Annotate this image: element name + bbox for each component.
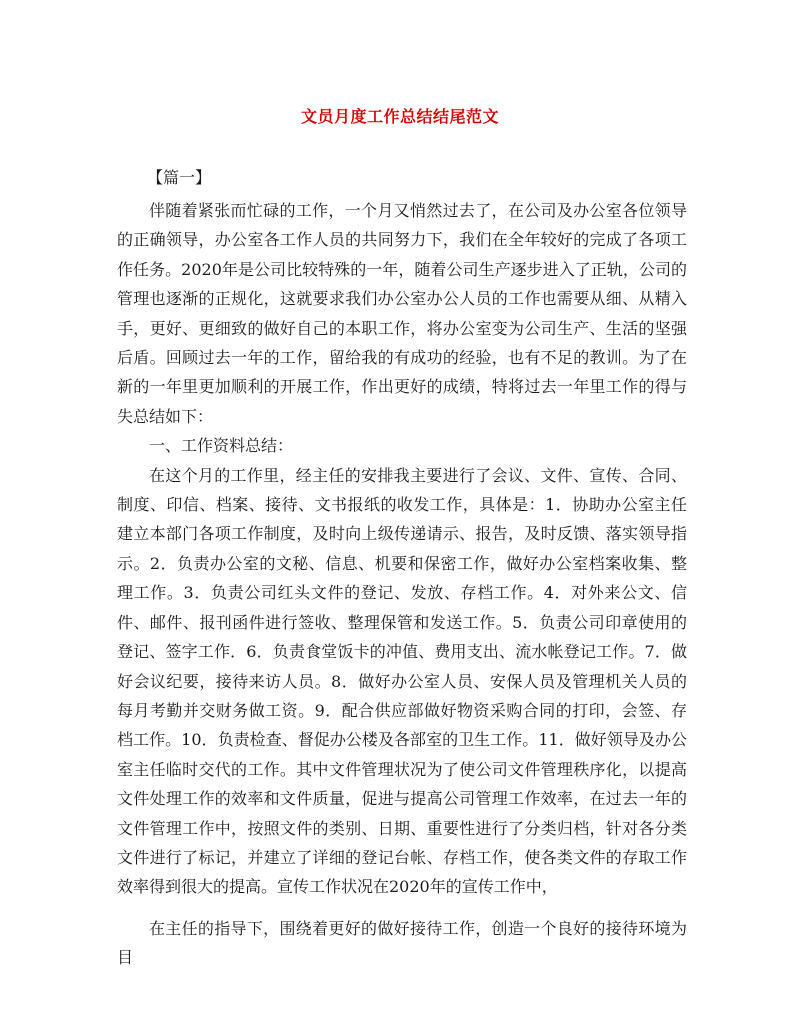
document-body: [117, 196, 687, 973]
paragraph-intro: 伴随着紧张而忙碌的工作，一个月又悄然过去了，在公司及办公室各位领导的正确领导，办公室各工作人员的共同努力下，我们在全年较好的完成了各项工作任务。2020年是公司比较特殊的一年，随着公司生产逐步进入了正轨，公司的管理也逐渐的正规化，这就要求我们办公室办公人员的工作也需要从细、从精入手，更好、更细致的做好自己的本职工作，将办公室变为公司生产、生活的坚强后盾。回顾过去一年的工作，留给我的有成功的经验，也有不足的教训。为了在新的一年里更加顺利的开展工作，作出更好的成绩，特将过去一年里工作的得与失总结如下：: [117, 201, 687, 426]
document-title: 文员月度工作总结结尾范文: [300, 107, 499, 126]
paragraph-work-details: 在这个月的工作里，经主任的安排我主要进行了会议、文件、宣传、合同、制度、印信、档案、接待、文书报纸的收发工作，具体是：1．协助办公室主任建立本部门各项工作制度，及时向上级传递请示、报告，及时反馈、落实领导指示。2．负责办公室的文秘、信息、机要和保密工作，做好办公室档案收集、整理工作。3．负责公司红头文件的登记、发放、存档工作。4．对外来公文、信件、邮件、报刊函件进行签收、整理保管和发送工作。5．负责公司印章使用的登记、签字工作．6．负责食堂饭卡的冲值、费用支出、流水帐登记工作。7．做好会议纪要，接待来访人员。8．做好办公室人员、安保人员及管理机关人员的每月考勤并交财务做工资。9．配合供应部做好物资采购合同的打印，会签、存档工作。10．负责检查、督促办公楼及各部室的卫生工作。11．做好领导及办公室主任临时交代的工作。其中文件管理状况为了使公司文件管理秩序化，以提高文件处理工作的效率和文件质量，促进与提高公司管理工作效率，在过去一年的文件管理工作中，按照文件的类别、日期、重要性进行了分类归档，针对各分类文件进行了标记，并建立了详细的登记台帐、存档工作，使各类文件的存取工作效率得到很大的提高。宣传工作状况在2020年的宣传工作中，: [117, 465, 687, 897]
paragraph-reception: 在主任的指导下，围绕着更好的做好接待工作，创造一个良好的接待环境为目: [117, 918, 687, 968]
section-label: 【篇一】: [147, 168, 212, 187]
paragraph-heading-work-summary: 一、工作资料总结：: [149, 436, 294, 456]
